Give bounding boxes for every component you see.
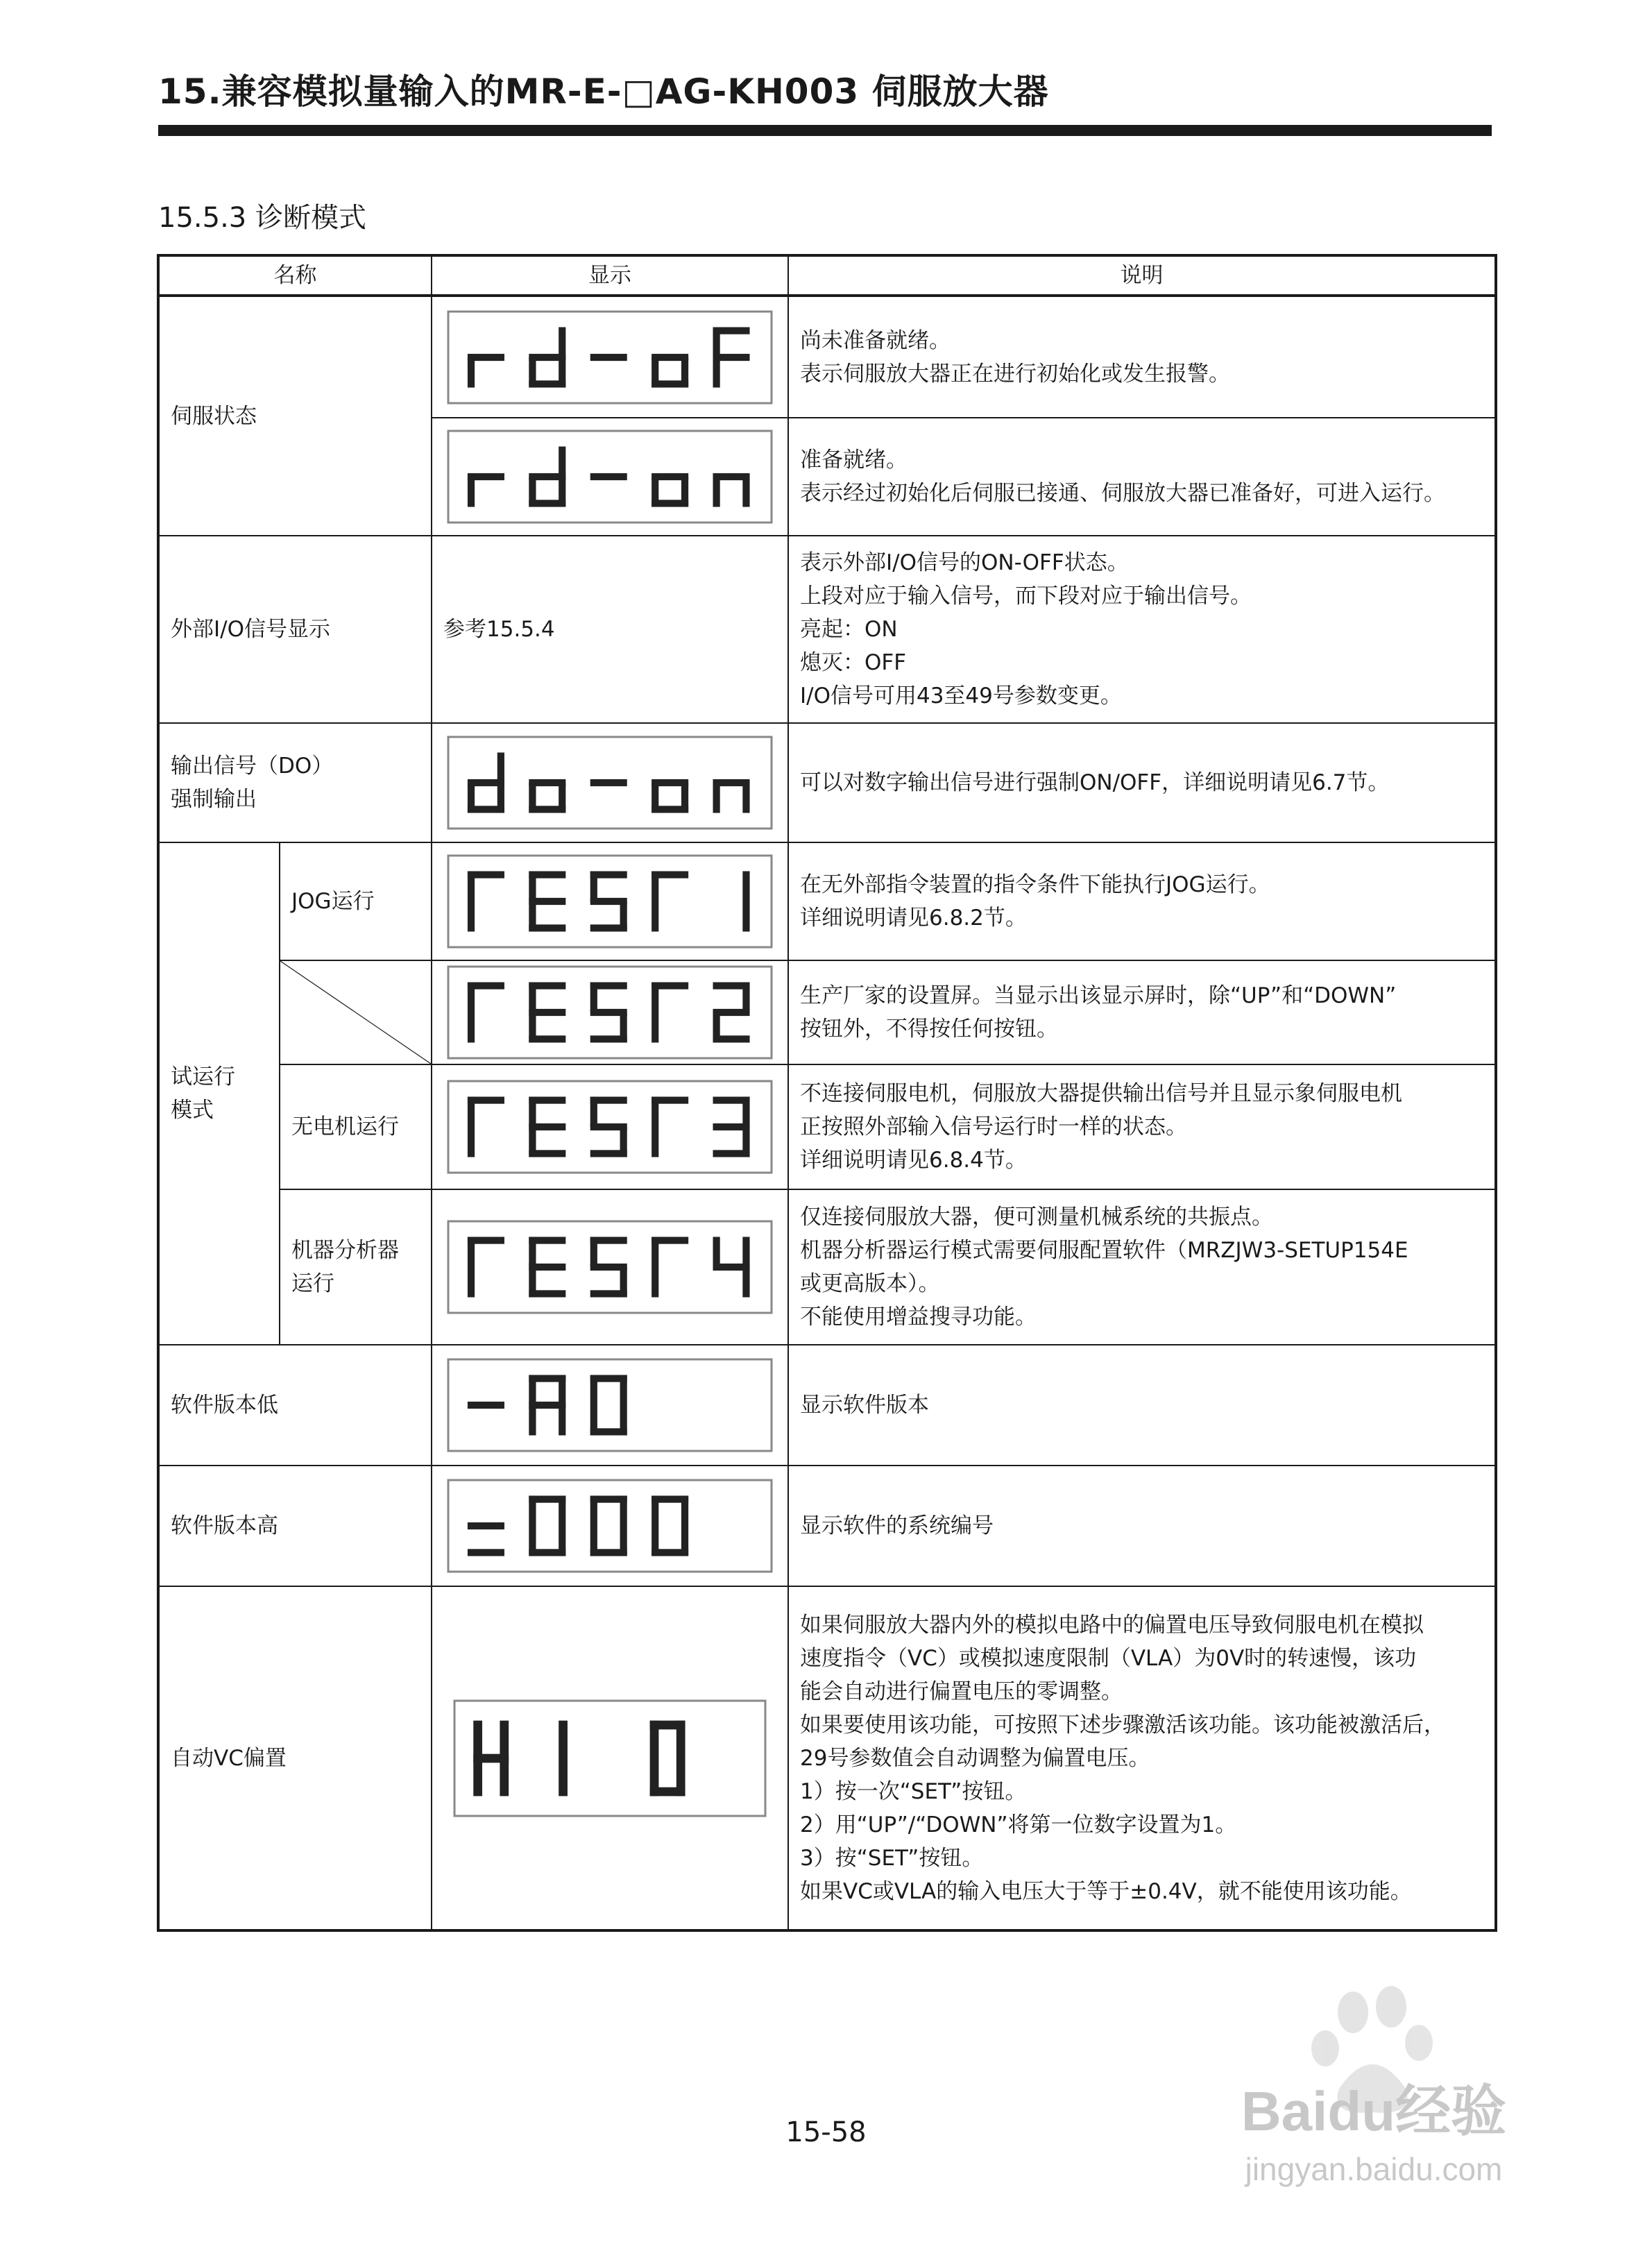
table-row — [158, 842, 1496, 960]
display-cell — [432, 1064, 788, 1189]
row-name: 外部I/O信号显示 — [158, 536, 432, 723]
text-line: 表示外部I/O信号的ON-OFF状态。 — [800, 550, 1129, 575]
lcd-display — [447, 310, 773, 405]
display-cell — [432, 723, 788, 842]
table-header-row — [158, 255, 1496, 296]
row-name: 软件版本高 — [158, 1466, 432, 1586]
text-line: 2）用“UP”/“DOWN”将第一位数字设置为1。 — [800, 1812, 1237, 1837]
text-line: 如果伺服放大器内外的模拟电路中的偏置电压导致伺服电机在模拟 — [800, 1612, 1424, 1638]
display-cell — [432, 1189, 788, 1345]
empty-diagonal-cell — [280, 960, 432, 1064]
description-cell — [788, 960, 1496, 1064]
header-rule — [158, 125, 1492, 136]
text-line: 3）按“SET”按钮。 — [800, 1845, 984, 1871]
text-line: 正按照外部输入信号运行时一样的状态。 — [800, 1114, 1187, 1139]
watermark-url: jingyan.baidu.com — [1245, 2151, 1503, 2187]
text-line: 生产厂家的设置屏。当显示出该显示屏时，除“UP”和“DOWN” — [800, 983, 1397, 1008]
text-line: 在无外部指令装置的指令条件下能执行JOG运行。 — [800, 872, 1270, 897]
row-name: 自动VC偏置 — [158, 1586, 432, 1930]
display-cell — [432, 1586, 788, 1930]
text-line: 强制输出 — [171, 787, 257, 812]
text-line: 不连接伺服电机，伺服放大器提供输出信号并且显示象伺服电机 — [800, 1081, 1402, 1106]
display-cell — [432, 960, 788, 1064]
text-line: 运行 — [291, 1271, 334, 1296]
text-line: 仅连接伺服放大器，便可测量机械系统的共振点。 — [800, 1205, 1273, 1230]
text-line: 不能使用增益搜寻功能。 — [800, 1305, 1037, 1330]
section-title: 15.5.3 诊断模式 — [158, 202, 366, 234]
lcd-digit — [590, 779, 627, 786]
lcd-display — [447, 1220, 773, 1314]
text-line: 如果VC或VLA的输入电压大于等于±0.4V，就不能使用该功能。 — [800, 1878, 1412, 1904]
text-line: 无电机运行 — [291, 1114, 399, 1139]
description-cell — [788, 1345, 1496, 1466]
page-header-title: 15.兼容模拟量输入的MR-E-□AG-KH003 伺服放大器 — [158, 71, 1049, 112]
description-cell — [788, 723, 1496, 842]
table-row — [158, 1345, 1496, 1466]
text-line: 上段对应于输入信号，而下段对应于输出信号。 — [800, 584, 1252, 609]
text-line: 按钮外，不得按任何按钮。 — [800, 1017, 1058, 1042]
baidu-watermark — [1180, 1985, 1568, 2193]
text-line: 机器分析器运行模式需要伺服配置软件（MRZJW3-SETUP154E — [800, 1238, 1408, 1263]
text-line: 详细说明请见6.8.2节。 — [800, 906, 1027, 931]
display-cell — [432, 1345, 788, 1466]
table-row — [158, 960, 1496, 1064]
table-row — [158, 536, 1496, 723]
text-line: 显示软件的系统编号 — [800, 1513, 994, 1538]
text-line: 能会自动进行偏置电压的零调整。 — [800, 1679, 1123, 1704]
text-line: 1）按一次“SET”按钮。 — [800, 1778, 1027, 1804]
sub-name — [280, 1189, 432, 1345]
table-row — [158, 1189, 1496, 1345]
text-line: 亮起：ON — [800, 617, 898, 642]
lcd-digit — [590, 473, 627, 480]
text-line: 输出信号（DO） — [171, 754, 334, 779]
display-cell — [432, 842, 788, 960]
text-line: 可以对数字输出信号进行强制ON/OFF，详细说明请见6.7节。 — [800, 770, 1390, 795]
lcd-digit — [559, 1720, 568, 1796]
watermark-brand: Baidu经验 — [1241, 2080, 1507, 2142]
text-line: 速度指令（VC）或模拟速度限制（VLA）为0V时的转速慢，该功 — [800, 1645, 1417, 1671]
description-cell — [788, 296, 1496, 418]
text-line: 详细说明请见6.8.4节。 — [800, 1148, 1027, 1173]
header-description: 说明 — [788, 255, 1496, 296]
text-line: 29号参数值会自动调整为偏置电压。 — [800, 1745, 1150, 1771]
diagonal-line — [280, 961, 431, 1064]
row-name — [158, 723, 432, 842]
display-cell — [432, 296, 788, 418]
description-cell — [788, 1586, 1496, 1930]
row-name: 软件版本低 — [158, 1345, 432, 1466]
table-row — [158, 296, 1496, 418]
description-cell — [788, 842, 1496, 960]
lcd-display — [447, 965, 773, 1060]
header-display: 显示 — [432, 255, 788, 296]
display-cell — [432, 1466, 788, 1586]
text-line: 准备就绪。 — [800, 448, 908, 473]
description-cell — [788, 1466, 1496, 1586]
description-cell — [788, 1189, 1496, 1345]
lcd-display — [447, 1080, 773, 1174]
diagnosis-table — [157, 254, 1497, 1932]
description-cell — [788, 536, 1496, 723]
lcd-digit — [468, 1402, 504, 1409]
display-cell — [432, 418, 788, 536]
table-row — [158, 723, 1496, 842]
lcd-display — [453, 1699, 767, 1817]
table-row — [158, 1586, 1496, 1930]
description-cell — [788, 1064, 1496, 1189]
display-reference: 参考15.5.4 — [432, 536, 788, 723]
lcd-digit — [742, 871, 749, 931]
description-cell — [788, 418, 1496, 536]
text-line: I/O信号可用43至49号参数变更。 — [800, 683, 1122, 708]
header-name: 名称 — [158, 255, 432, 296]
text-line: 熄灭：OFF — [800, 650, 907, 675]
row-name — [158, 842, 280, 1345]
text-line: 或更高版本）。 — [800, 1271, 940, 1296]
lcd-display — [447, 736, 773, 830]
lcd-display — [447, 854, 773, 949]
row-name: 伺服状态 — [158, 296, 432, 536]
lcd-display — [447, 1358, 773, 1452]
sub-name — [280, 842, 432, 960]
text-line: 如果要使用该功能，可按照下述步骤激活该功能。该功能被激活后， — [800, 1712, 1445, 1738]
text-line: 尚未准备就绪。 — [800, 328, 951, 353]
lcd-display — [447, 430, 773, 524]
table-row — [158, 1064, 1496, 1189]
text-line: 试运行 — [171, 1064, 235, 1089]
lcd-display — [447, 1479, 773, 1573]
text-line: 显示软件版本 — [800, 1393, 929, 1418]
text-line: 模式 — [171, 1098, 214, 1123]
text-line: 表示经过初始化后伺服已接通、伺服放大器已准备好，可进入运行。 — [800, 481, 1445, 506]
text-line: JOG运行 — [291, 889, 375, 914]
text-line: 表示伺服放大器正在进行初始化或发生报警。 — [800, 361, 1230, 387]
lcd-digit — [590, 353, 627, 360]
table-row — [158, 1466, 1496, 1586]
sub-name — [280, 1064, 432, 1189]
page-number: 15-58 — [785, 2116, 867, 2148]
text-line: 机器分析器 — [291, 1238, 399, 1263]
